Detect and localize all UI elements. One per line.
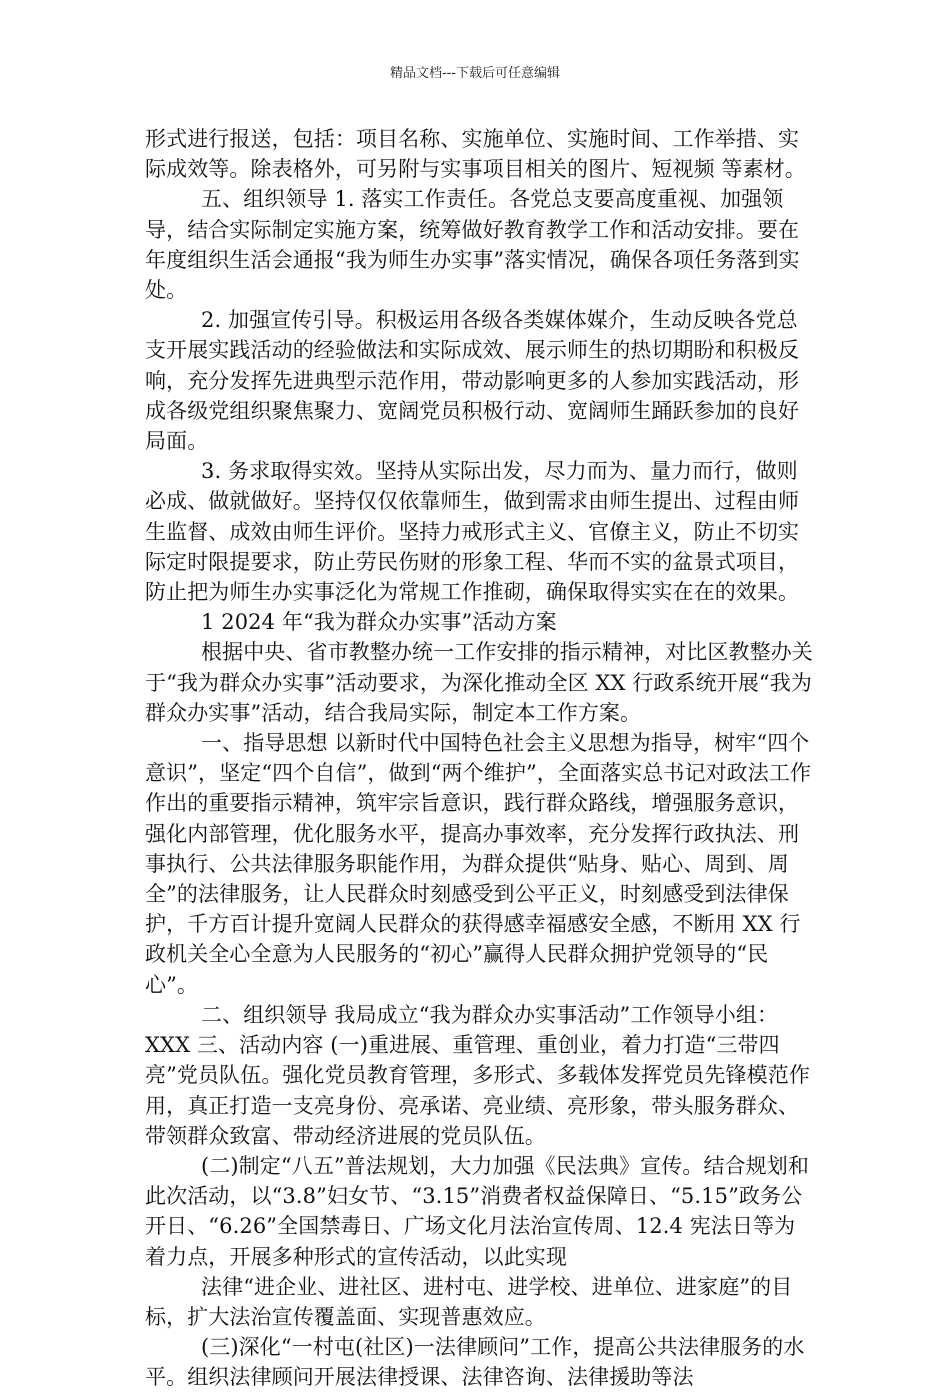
paragraph: 法律“进企业、进社区、进村屯、进学校、进单位、进家庭”的目标，扩大法治宣传覆盖面、实现普惠效应。 [145,1274,793,1329]
page-header: 精品文档---下载后可任意编辑 [389,66,561,81]
document-body [145,124,813,1393]
paragraph: 3. 务求取得实效。坚持从实际出发，尽力而为、量力而行，做则必成、做就做好。坚持仅仅依靠师生，做到需求由师生提出、过程由师生监督、成效由师生评价。坚持力戒形式主义、官僚主义，防止不切实际定时限提要求，防止劳民伤财的形象工程、华而不实的盆景式项目，防止把为师生办实事泛化为常规工作推砌，确保取得实实在在的效果。 [145,459,800,605]
paragraph: 2. 加强宣传引导。积极运用各级各类媒体媒介，生动反映各党总支开展实践活动的经验做法和实际成效、展示师生的热切期盼和积极反响，充分发挥先进典型示范作用，带动影响更多的人参加实践活动，形成各级党组织聚焦聚力、宽阔党员积极行动、宽阔师生踊跃参加的良好局面。 [145,308,800,454]
paragraph: 一、指导思想 以新时代中国特色社会主义思想为指导，树牢“四个意识”，坚定“四个自信”，做到“两个维护”，全面落实总书记对政法工作作出的重要指示精神，筑牢宗旨意识，践行群众路线，增强服务意识，强化内部管理，优化服务水平，提高办事效率，充分发挥行政执法、刑事执行、公共法律服务职能作用，为群众提供“贴身、贴心、周到、周全”的法律服务，让人民群众时刻感受到公平正义，时刻感受到法律保护，千方百计提升宽阔人民群众的获得感幸福感安全感，不断用 XX 行政机关全心全意为人民服务的“初心”赢得人民群众拥护党领导的“民心”。 [145,731,812,997]
paragraph: 五、组织领导 1. 落实工作责任。各党总支要高度重视、加强领导，结合实际制定实施方案，统筹做好教育教学工作和活动安排。要在年度组织生活会通报“我为师生办实事”落实情况，确保各项任务落到实处。 [145,187,800,303]
paragraph: 二、组织领导 我局成立“我为群众办实事活动”工作领导小组：XXX 三、活动内容 (一)重进展、重管理、重创业，着力打造“三带四亮”党员队伍。强化党员教育管理，多形式、多载体发挥党员先锋模范作用，真正打造一支亮身份、亮承诺、亮业绩、亮形象，带头服务群众、带领群众致富、带动经济进展的党员队伍。 [145,1002,810,1148]
paragraph: (三)深化“一村屯(社区)一法律顾问”工作，提高公共法律服务的水平。组织法律顾问开展法律授课、法律咨询、法律援助等法 [145,1335,805,1390]
section-heading: 1 2024 年“我为群众办实事”活动方案 [201,610,557,635]
paragraph: 根据中央、省市教整办统一工作安排的指示精神，对比区教整办关于“我为群众办实事”活动要求，为深化推动全区 XX 行政系统开展“我为群众办实事”活动，结合我局实际，制定本工作方案。 [145,640,813,725]
paragraph: 形式进行报送，包括：项目名称、实施单位、实施时间、工作举措、实际成效等。除表格外，可另附与实事项目相关的图片、短视频 等素材。 [145,127,806,182]
paragraph: (二)制定“八五”普法规划，大力加强《民法典》宣传。结合规划和此次活动，以“3.8”妇女节、“3.15”消费者权益保障日、“5.15”政务公开日、“6.26”全国禁毒日、广场文化月法治宣传周、12.4 宪法日等为着力点，开展多种形式的宣传活动，以此实现 [145,1153,809,1269]
